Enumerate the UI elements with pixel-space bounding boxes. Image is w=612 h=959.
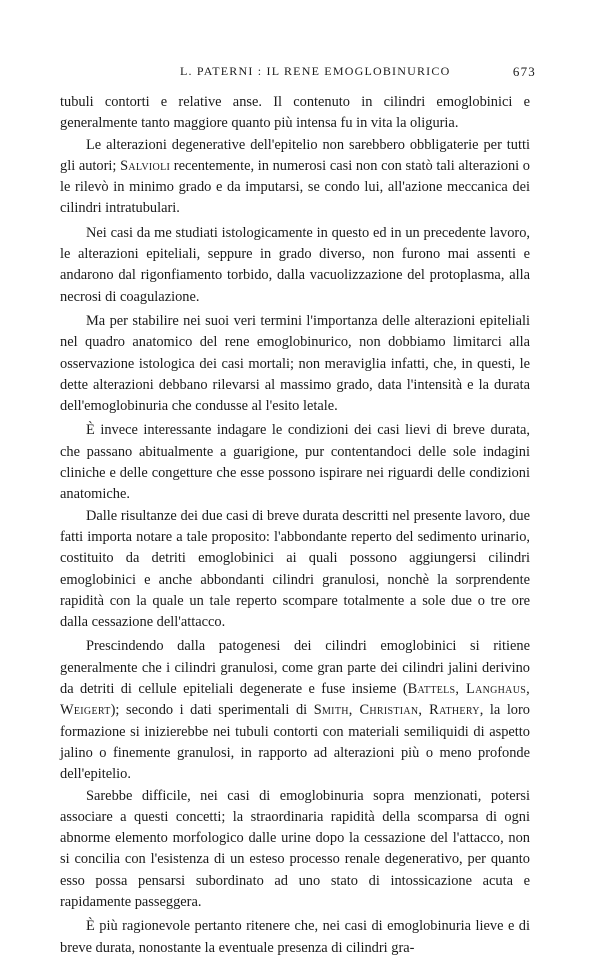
paragraph (60, 636, 530, 785)
paragraph (60, 786, 530, 914)
author-name: Battels, Langhaus, Weigert (60, 681, 530, 719)
paragraph (60, 135, 530, 220)
text-run: Ma per stabilire nei suoi veri termini l'importanza delle alterazioni epiteliali nel quadro anatomico del rene emoglobinurico, non dobbiamo limitarci alla osservazione istologica dei casi mortali; non meraviglia infatti, che, in questi, le dette alterazioni debbano rilevarsi al massimo grado, data l'intensità e la durata dell'emoglobinuria che condusse al l'esito letale. (60, 312, 530, 415)
paragraph (60, 420, 530, 505)
page-number: 673 (512, 64, 536, 79)
author-name: Salvioli (120, 157, 171, 174)
author-name: Smith, Christian, Rathery (313, 702, 480, 719)
text-run: Prescindendo dalla patogenesi dei cilindri emoglobinici si ritiene generalmente che i cilindri granulosi, come gran parte dei cilindri jalini derivino da detriti di cellule epiteliali degenerate e fuse insieme ( (60, 638, 530, 698)
paragraph (60, 223, 530, 308)
text-run: È più ragionevole pertanto ritenere che, nei casi di emoglobinuria lieve e di breve durata, nonostante la eventuale presenza di cilindri gra- (60, 918, 530, 956)
running-title: L. PATERNI : IL RENE EMOGLOBINURICO (180, 64, 451, 78)
text-run: Sarebbe difficile, nei casi di emoglobinuria sopra menzionati, potersi associare a questi concetti; la straordinaria rapidità della scomparsa di ogni abnorme elemento morfologico dalle urine dopo la cessazione del l'attacco, non si concilia con l'esistenza di un esteso processo renale degenerativo, per quanto esso possa pensarsi subordinato ad uno stato di intossicazione acuta e rapidamente passeggera. (60, 787, 530, 910)
text-run: tubuli contorti e relative anse. Il contenuto in cilindri emoglobinici e generalmente tanto maggiore quanto più intensa fu in vita la oliguria. (60, 94, 530, 132)
text-run: Dalle risultanze dei due casi di breve durata descritti nel presente lavoro, due fatti importa notare a tale proposito: l'abbondante reperto del sedimento urinario, costituito da detriti emoglobinici ai quali possono aggiungersi cilindri emoglobinici e anche abbondanti cilindri granulosi, nonchè la sorprendente rapidità con la quale un tale reperto scompare totalmente a sole due o tre ore dalla cessazione dell'attacco. (60, 507, 530, 631)
text-run: Le alterazioni degenerative dell'epitelio non sarebbero obbligaterie per tutti gli autori; (60, 136, 530, 174)
text-run: , la loro formazione si inizierebbe nei tubuli contorti con materiali semiliquidi di aspetto jalino o finemente granulosi, in rapporto ad alterazioni più o meno profonde dell'epitelio. (60, 702, 530, 783)
text-run: Nei casi da me studiati istologicamente in questo ed in un precedente lavoro, le alterazioni epiteliali, seppure in grado diverso, non furono mai assenti e andarono dal rigonfiamento torbido, dalla vacuolizzazione del protoplasma, alla necrosi di coagulazione. (60, 224, 530, 305)
text-run: È invece interessante indagare le condizioni dei casi lievi di breve durata, che passano abitualmente a guarigione, pur contentandoci delle sole indagini cliniche e delle congetture che esse possono ispirare nei riguardi delle condizioni anatomiche. (60, 422, 530, 503)
body-text (60, 92, 530, 959)
paragraph (60, 311, 530, 417)
text-run: ); secondo i dati sperimentali di (110, 702, 314, 719)
paragraph (60, 916, 530, 959)
paragraph (60, 92, 530, 135)
text-run: recentemente, in numerosi casi non con statò tali alterazioni o le rilevò in minimo grado e da imputarsi, se condo lui, all'azione meccanica dei cilindri intratubulari. (60, 157, 531, 217)
paragraph (60, 506, 530, 634)
